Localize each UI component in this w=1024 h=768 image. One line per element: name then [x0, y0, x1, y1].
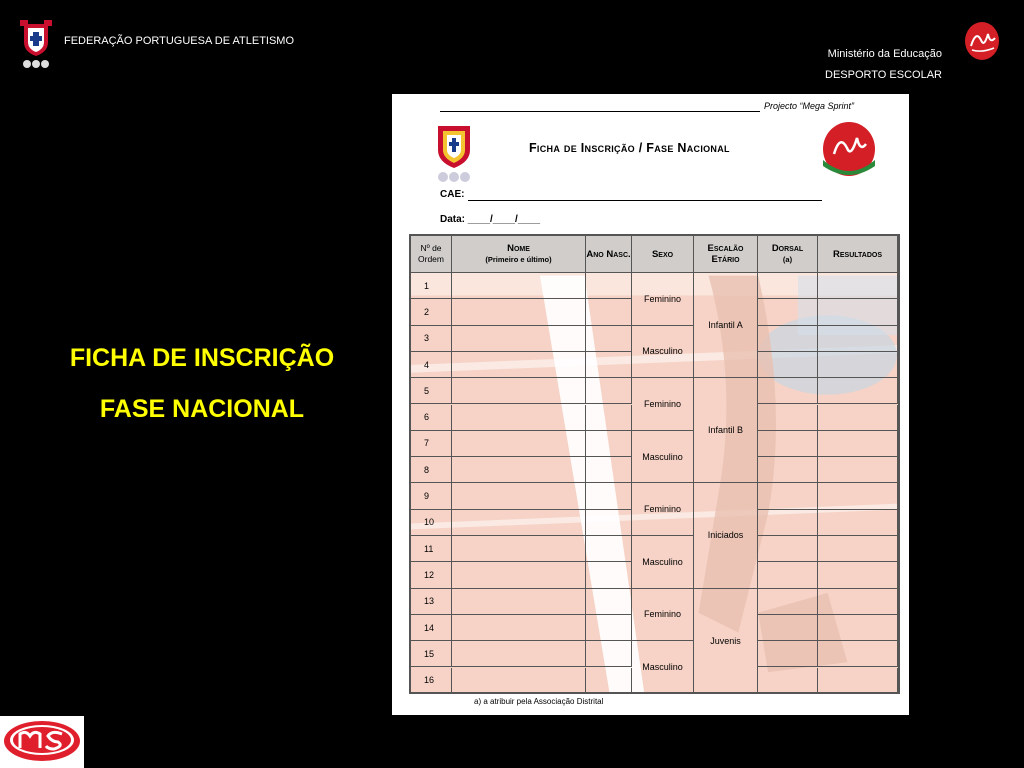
- row-number-text: 7: [424, 438, 430, 449]
- desporto-escolar: DESPORTO ESCOLAR: [825, 69, 942, 81]
- birth-year-cell: [586, 299, 632, 325]
- age-group-cell-text: Iniciados: [707, 530, 744, 541]
- birth-year-cell: [586, 641, 632, 667]
- dorsal-cell: [758, 483, 818, 509]
- sex-cell-text: Masculino: [642, 556, 683, 567]
- dorsal-cell: [758, 352, 818, 378]
- row-number-text: 15: [424, 648, 435, 659]
- cae-line: [468, 200, 822, 201]
- sex-cell: [632, 378, 694, 431]
- sex-cell: [632, 536, 694, 589]
- birth-year-cell: [586, 536, 632, 562]
- sex-cell-text: Feminino: [643, 398, 681, 409]
- row-number: [411, 273, 452, 299]
- name-cell: [452, 457, 586, 483]
- row-number-text: 1: [424, 280, 430, 291]
- dorsal-cell: [758, 589, 818, 615]
- name-cell: [452, 641, 586, 667]
- result-cell: [818, 641, 898, 667]
- sex-cell: [632, 326, 694, 379]
- sex-cell: [632, 483, 694, 536]
- result-cell: [818, 510, 898, 536]
- result-cell: [818, 378, 898, 404]
- row-number: [411, 326, 452, 352]
- dorsal-cell: [758, 562, 818, 588]
- sex-cell: [632, 641, 694, 694]
- dorsal-cell: [758, 641, 818, 667]
- age-group-cell: [694, 483, 758, 588]
- dorsal-cell: [758, 405, 818, 431]
- col-header-dorsal-sub: (a): [782, 255, 793, 264]
- result-cell: [818, 562, 898, 588]
- row-number: [411, 562, 452, 588]
- col-header-escalao: [694, 236, 758, 273]
- sex-cell-text: Feminino: [643, 609, 681, 620]
- sex-cell: [632, 589, 694, 642]
- row-number: [411, 615, 452, 641]
- sex-cell-text: Masculino: [642, 451, 683, 462]
- col-header-resultados: [818, 236, 898, 273]
- result-cell: [818, 536, 898, 562]
- name-cell: [452, 589, 586, 615]
- dorsal-cell: [758, 615, 818, 641]
- dorsal-cell: [758, 326, 818, 352]
- mega-sprint-logo-icon: [0, 716, 84, 768]
- birth-year-cell: [586, 483, 632, 509]
- dorsal-cell: [758, 536, 818, 562]
- row-number-text: 4: [424, 359, 430, 370]
- result-cell: [818, 273, 898, 299]
- cae-label: CAE:: [440, 189, 465, 200]
- footnote: a) a atribuir pela Associação Distrital: [474, 697, 604, 706]
- sex-cell: [632, 431, 694, 484]
- sex-cell-text: Feminino: [643, 293, 681, 304]
- row-number: [411, 641, 452, 667]
- birth-year-cell: [586, 273, 632, 299]
- col-header-nome-sub: (Primeiro e último): [485, 255, 552, 264]
- col-header-escalao-text: Escalão Etário: [707, 243, 744, 265]
- row-number-text: 2: [424, 306, 430, 317]
- name-cell: [452, 668, 586, 694]
- row-number-text: 10: [424, 517, 435, 528]
- row-number-text: 14: [424, 622, 435, 633]
- row-number: [411, 510, 452, 536]
- row-number-text: 11: [424, 543, 434, 554]
- row-number: [411, 431, 452, 457]
- result-cell: [818, 668, 898, 694]
- age-group-cell: [694, 589, 758, 694]
- row-number-text: 16: [424, 675, 435, 686]
- birth-year-cell: [586, 615, 632, 641]
- col-header-nome-label: [485, 243, 551, 265]
- dorsal-cell: [758, 378, 818, 404]
- name-cell: [452, 431, 586, 457]
- col-header-dorsal-label: [772, 243, 803, 265]
- desporto-escolar-logo-icon: [962, 20, 1002, 62]
- row-number: [411, 457, 452, 483]
- desporto-escolar-small-icon: [820, 120, 878, 178]
- row-number-text: 13: [424, 596, 435, 607]
- col-header-nome: [452, 236, 586, 273]
- row-number-text: 3: [424, 333, 430, 344]
- age-group-cell-text: Infantil B: [707, 425, 744, 436]
- name-cell: [452, 352, 586, 378]
- col-header-sexo: [632, 236, 694, 273]
- row-number-text: 12: [424, 569, 435, 580]
- age-group-cell: [694, 378, 758, 483]
- col-header-ordem-text: Nº de Ordem: [418, 243, 444, 264]
- name-cell: [452, 536, 586, 562]
- slide-title-line2: FASE NACIONAL: [99, 395, 305, 423]
- name-cell: [452, 562, 586, 588]
- form-title: Ficha de Inscrição / Fase Nacional: [529, 141, 730, 155]
- ministry-name: Ministério da Educação: [827, 48, 942, 60]
- sex-cell-text: Feminino: [643, 504, 681, 515]
- row-number-text: 6: [424, 412, 430, 423]
- birth-year-cell: [586, 326, 632, 352]
- result-cell: [818, 431, 898, 457]
- sex-cell: [632, 273, 694, 326]
- row-number: [411, 405, 452, 431]
- name-cell: [452, 405, 586, 431]
- name-cell: [452, 510, 586, 536]
- birth-year-cell: [586, 378, 632, 404]
- dorsal-cell: [758, 457, 818, 483]
- result-cell: [818, 589, 898, 615]
- result-cell: [818, 615, 898, 641]
- slide-title: [20, 333, 384, 435]
- col-header-sexo-text: Sexo: [651, 248, 674, 260]
- name-cell: [452, 299, 586, 325]
- col-header-ordem: [411, 236, 452, 273]
- result-cell: [818, 483, 898, 509]
- birth-year-cell: [586, 352, 632, 378]
- col-header-nome-text: Nome: [507, 243, 530, 254]
- name-cell: [452, 615, 586, 641]
- col-header-dorsal: [758, 236, 818, 273]
- col-header-ano: [586, 236, 632, 273]
- birth-year-cell: [586, 562, 632, 588]
- name-cell: [452, 273, 586, 299]
- dorsal-cell: [758, 668, 818, 694]
- result-cell: [818, 326, 898, 352]
- project-name: Projecto “Mega Sprint”: [764, 101, 855, 111]
- row-number: [411, 378, 452, 404]
- sex-cell-text: Masculino: [642, 661, 683, 672]
- row-number: [411, 352, 452, 378]
- row-number: [411, 589, 452, 615]
- row-number-text: 9: [424, 491, 430, 502]
- name-cell: [452, 326, 586, 352]
- row-number-text: 5: [424, 385, 430, 396]
- row-number-text: 8: [424, 464, 430, 475]
- col-header-ano-text: Ano Nasc.: [586, 248, 631, 260]
- dorsal-cell: [758, 510, 818, 536]
- birth-year-cell: [586, 668, 632, 694]
- row-number: [411, 668, 452, 694]
- birth-year-cell: [586, 457, 632, 483]
- birth-year-cell: [586, 431, 632, 457]
- dorsal-cell: [758, 273, 818, 299]
- name-cell: [452, 378, 586, 404]
- fpa-crest-small-icon: [432, 120, 476, 184]
- name-cell: [452, 483, 586, 509]
- slide-title-line1: FICHA DE INSCRIÇÃO: [69, 344, 335, 372]
- col-header-resultados-text: Resultados: [833, 248, 882, 260]
- result-cell: [818, 352, 898, 378]
- ministry-block: [825, 44, 942, 86]
- birth-year-cell: [586, 589, 632, 615]
- fpa-crest-icon: [18, 18, 54, 70]
- age-group-cell-text: Infantil A: [708, 320, 743, 331]
- result-cell: [818, 457, 898, 483]
- dorsal-cell: [758, 431, 818, 457]
- birth-year-cell: [586, 510, 632, 536]
- header-line: [440, 111, 760, 112]
- row-number: [411, 483, 452, 509]
- sex-cell-text: Masculino: [642, 346, 683, 357]
- age-group-cell: [694, 273, 758, 378]
- col-header-dorsal-text: Dorsal: [771, 243, 804, 254]
- age-group-cell-text: Juvenis: [710, 635, 741, 646]
- date-label: Data: ____/____/____: [440, 214, 541, 225]
- federation-name: FEDERAÇÃO PORTUGUESA DE ATLETISMO: [64, 35, 295, 47]
- result-cell: [818, 299, 898, 325]
- row-number: [411, 536, 452, 562]
- row-number: [411, 299, 452, 325]
- birth-year-cell: [586, 405, 632, 431]
- registration-form-document: [392, 94, 909, 715]
- registration-table: [409, 234, 900, 694]
- dorsal-cell: [758, 299, 818, 325]
- result-cell: [818, 405, 898, 431]
